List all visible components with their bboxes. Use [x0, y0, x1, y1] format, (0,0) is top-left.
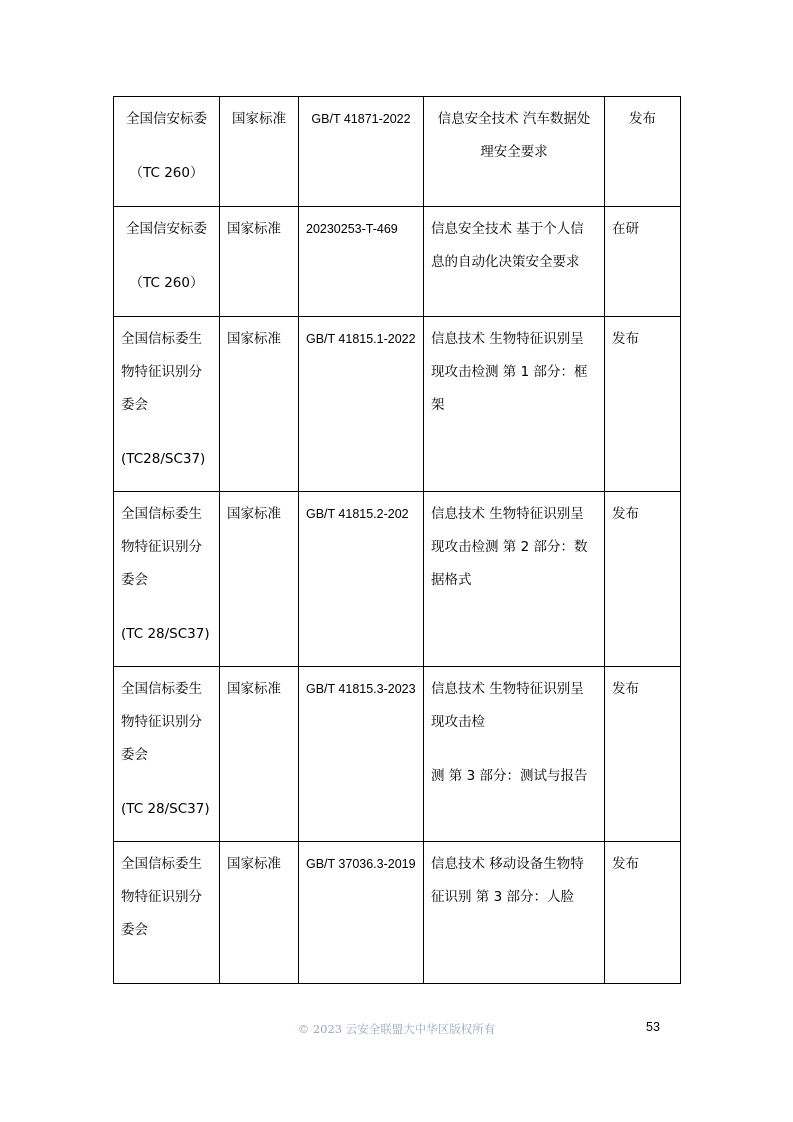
org-line: (TC 28/SC37)	[121, 626, 210, 642]
title-line: 架	[431, 397, 445, 413]
title-cell	[424, 97, 605, 207]
org-line: 全国信标委生	[121, 681, 202, 697]
org-cell	[114, 97, 220, 207]
org-line: 全国信标委生	[121, 331, 202, 347]
status-cell: 发布	[605, 667, 681, 842]
level-cell: 国家标准	[220, 492, 299, 667]
title-line: 信息安全技术 基于个人信	[431, 221, 584, 237]
org-line: 委会	[121, 747, 148, 763]
table-row	[114, 97, 681, 207]
table-row	[114, 207, 681, 317]
title-line: 信息技术 生物特征识别呈	[431, 506, 584, 522]
title-line: 测 第 3 部分：测试与报告	[431, 768, 588, 784]
code-cell: GB/T 41815.3-2023	[299, 667, 424, 842]
org-cell	[114, 207, 220, 317]
org-line: 委会	[121, 397, 148, 413]
org-line: 物特征识别分	[121, 539, 202, 555]
title-cell	[424, 492, 605, 667]
title-line: 信息技术 生物特征识别呈	[431, 331, 584, 347]
org-cell	[114, 842, 220, 984]
table-row	[114, 667, 681, 842]
title-cell	[424, 842, 605, 984]
title-line: 理安全要求	[480, 144, 548, 160]
status-cell: 发布	[605, 492, 681, 667]
title-line: 息的自动化决策安全要求	[431, 254, 580, 270]
title-line: 征识别 第 3 部分：人脸	[431, 889, 574, 905]
title-cell	[424, 317, 605, 492]
status-cell: 发布	[605, 317, 681, 492]
org-line: 全国信标委生	[121, 856, 202, 872]
code-cell: GB/T 41815.1-2022	[299, 317, 424, 492]
code-cell: GB/T 41815.2-202	[299, 492, 424, 667]
status-cell: 在研	[605, 207, 681, 317]
org-line: 物特征识别分	[121, 364, 202, 380]
footer-copyright: © 2023 云安全联盟大中华区版权所有	[297, 1022, 496, 1036]
org-cell	[114, 492, 220, 667]
title-line: 据格式	[431, 572, 472, 588]
level-cell: 国家标准	[220, 207, 299, 317]
title-cell	[424, 667, 605, 842]
org-line: 全国信安标委	[126, 221, 207, 237]
title-cell	[424, 207, 605, 317]
org-line: (TC 28/SC37)	[121, 801, 210, 817]
table-row	[114, 492, 681, 667]
org-cell	[114, 317, 220, 492]
org-line: （TC 260）	[129, 165, 204, 181]
org-line: （TC 260）	[129, 275, 204, 291]
status-cell: 发布	[605, 97, 681, 207]
level-cell: 国家标准	[220, 317, 299, 492]
org-line: (TC28/SC37)	[121, 451, 206, 467]
standards-table	[113, 96, 681, 984]
title-line: 信息技术 移动设备生物特	[431, 856, 584, 872]
org-line: 委会	[121, 922, 148, 938]
code-cell: GB/T 41871-2022	[299, 97, 424, 207]
org-line: 委会	[121, 572, 148, 588]
title-line: 现攻击检测 第 1 部分：框	[431, 364, 588, 380]
org-line: 全国信标委生	[121, 506, 202, 522]
table-row	[114, 842, 681, 984]
table-row	[114, 317, 681, 492]
level-cell: 国家标准	[220, 97, 299, 207]
code-cell: 20230253-T-469	[299, 207, 424, 317]
code-cell: GB/T 37036.3-2019	[299, 842, 424, 984]
title-line: 现攻击检测 第 2 部分：数	[431, 539, 588, 555]
title-line: 现攻击检	[431, 714, 485, 730]
page-number: 53	[646, 1020, 660, 1034]
status-cell: 发布	[605, 842, 681, 984]
title-line: 信息技术 生物特征识别呈	[431, 681, 584, 697]
org-line: 物特征识别分	[121, 714, 202, 730]
level-cell: 国家标准	[220, 667, 299, 842]
level-cell: 国家标准	[220, 842, 299, 984]
org-line: 物特征识别分	[121, 889, 202, 905]
org-cell	[114, 667, 220, 842]
org-line: 全国信安标委	[126, 111, 207, 127]
title-line: 信息安全技术 汽车数据处	[437, 111, 591, 127]
